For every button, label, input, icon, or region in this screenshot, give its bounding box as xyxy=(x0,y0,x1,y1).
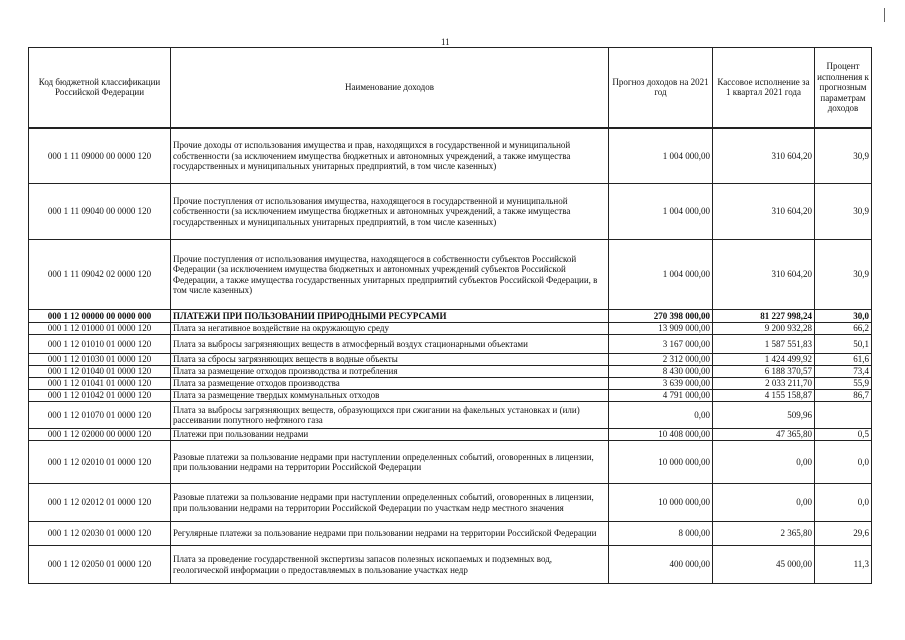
table-row xyxy=(29,366,872,378)
table-row xyxy=(29,402,872,429)
row-code: 000 1 12 02010 01 0000 120 xyxy=(29,441,171,484)
header-name: Наименование доходов xyxy=(171,48,609,128)
row-percent: 30,0 xyxy=(815,310,872,323)
row-percent: 61,6 xyxy=(815,354,872,366)
row-code: 000 1 12 02012 01 0000 120 xyxy=(29,484,171,522)
table-row xyxy=(29,128,872,184)
row-name: Прочие поступления от использования имущества, находящегося в собственности субъектов Российской Федерации (за исключением имущества бюджетных и автономных учреждений субъектов Российской Федерации, а также имущества государственных унитарных предприятий субъектов Российской Федерации, в том числе казенных) xyxy=(171,240,609,310)
table-row xyxy=(29,484,872,522)
row-percent: 30,9 xyxy=(815,240,872,310)
row-forecast: 8 430 000,00 xyxy=(609,366,713,378)
row-code: 000 1 12 01030 01 0000 120 xyxy=(29,354,171,366)
row-code: 000 1 12 01010 01 0000 120 xyxy=(29,335,171,354)
table-row xyxy=(29,184,872,240)
row-name: Плата за негативное воздействие на окружающую среду xyxy=(171,323,609,335)
row-actual: 9 200 932,28 xyxy=(713,323,815,335)
revenue-table xyxy=(28,47,872,584)
table-row xyxy=(29,390,872,402)
row-forecast: 1 004 000,00 xyxy=(609,184,713,240)
row-forecast: 4 791 000,00 xyxy=(609,390,713,402)
header-forecast: Прогноз доходов на 2021 год xyxy=(609,48,713,128)
row-code: 000 1 12 02050 01 0000 120 xyxy=(29,546,171,584)
row-percent: 86,7 xyxy=(815,390,872,402)
row-code: 000 1 11 09000 00 0000 120 xyxy=(29,128,171,184)
row-name: Платежи при пользовании недрами xyxy=(171,429,609,441)
table-body xyxy=(29,128,872,584)
row-code: 000 1 12 01042 01 0000 120 xyxy=(29,390,171,402)
row-name: ПЛАТЕЖИ ПРИ ПОЛЬЗОВАНИИ ПРИРОДНЫМИ РЕСУРСАМИ xyxy=(171,310,609,323)
table-row xyxy=(29,323,872,335)
row-actual: 0,00 xyxy=(713,441,815,484)
header-row xyxy=(29,48,872,128)
table-row xyxy=(29,546,872,584)
row-forecast: 8 000,00 xyxy=(609,522,713,546)
row-actual: 0,00 xyxy=(713,484,815,522)
row-code: 000 1 12 01070 01 0000 120 xyxy=(29,402,171,429)
row-percent xyxy=(815,402,872,429)
row-code: 000 1 12 02000 00 0000 120 xyxy=(29,429,171,441)
row-percent: 0,0 xyxy=(815,484,872,522)
row-code: 000 1 12 01041 01 0000 120 xyxy=(29,378,171,390)
row-name: Разовые платежи за пользование недрами при наступлении определенных событий, оговоренных в лицензии, при пользовании недрами на территории Российской Федерации по участкам недр местного значения xyxy=(171,484,609,522)
row-name: Плата за размещение твердых коммунальных отходов xyxy=(171,390,609,402)
row-forecast: 270 398 000,00 xyxy=(609,310,713,323)
row-forecast: 2 312 000,00 xyxy=(609,354,713,366)
row-name: Плата за сбросы загрязняющих веществ в водные объекты xyxy=(171,354,609,366)
row-name: Плата за размещение отходов производства и потребления xyxy=(171,366,609,378)
header-actual: Кассовое исполнение за 1 квартал 2021 года xyxy=(713,48,815,128)
row-forecast: 1 004 000,00 xyxy=(609,240,713,310)
row-percent: 66,2 xyxy=(815,323,872,335)
row-name: Плата за выбросы загрязняющих веществ в атмосферный воздух стационарными объектами xyxy=(171,335,609,354)
row-actual: 310 604,20 xyxy=(713,240,815,310)
row-name: Регулярные платежи за пользование недрами при пользовании недрами на территории Российской Федерации xyxy=(171,522,609,546)
row-code: 000 1 12 01040 01 0000 120 xyxy=(29,366,171,378)
row-percent: 0,5 xyxy=(815,429,872,441)
row-actual: 4 155 158,87 xyxy=(713,390,815,402)
row-forecast: 3 167 000,00 xyxy=(609,335,713,354)
row-actual: 6 188 370,57 xyxy=(713,366,815,378)
row-actual: 47 365,80 xyxy=(713,429,815,441)
row-forecast: 3 639 000,00 xyxy=(609,378,713,390)
row-actual: 81 227 998,24 xyxy=(713,310,815,323)
row-actual: 2 365,80 xyxy=(713,522,815,546)
row-percent: 29,6 xyxy=(815,522,872,546)
page-edge-mark xyxy=(884,8,885,22)
header-code: Код бюджетной классификации Российской Федерации xyxy=(29,48,171,128)
row-forecast: 10 000 000,00 xyxy=(609,484,713,522)
row-percent: 55,9 xyxy=(815,378,872,390)
table-row xyxy=(29,354,872,366)
table-row xyxy=(29,310,872,323)
row-name: Прочие поступления от использования имущества, находящегося в государственной и муниципальной собственности (за исключением имущества бюджетных и автономных учреждений, а также имущества государственных и муниципальных унитарных предприятий, в том числе казенных) xyxy=(171,184,609,240)
row-forecast: 13 909 000,00 xyxy=(609,323,713,335)
row-actual: 509,96 xyxy=(713,402,815,429)
row-actual: 1 587 551,83 xyxy=(713,335,815,354)
row-code: 000 1 11 09040 00 0000 120 xyxy=(29,184,171,240)
row-actual: 310 604,20 xyxy=(713,184,815,240)
row-forecast: 400 000,00 xyxy=(609,546,713,584)
row-percent: 73,4 xyxy=(815,366,872,378)
row-forecast: 10 408 000,00 xyxy=(609,429,713,441)
row-code: 000 1 12 01000 01 0000 120 xyxy=(29,323,171,335)
row-code: 000 1 12 02030 01 0000 120 xyxy=(29,522,171,546)
row-forecast: 0,00 xyxy=(609,402,713,429)
header-percent: Процент исполнения к прогнозным параметрам доходов xyxy=(815,48,872,128)
row-name: Плата за проведение государственной экспертизы запасов полезных ископаемых и подземных вод, геологической информации о предоставляемых в пользование участках недр xyxy=(171,546,609,584)
row-percent: 30,9 xyxy=(815,128,872,184)
table-row xyxy=(29,335,872,354)
row-name: Плата за выбросы загрязняющих веществ, образующихся при сжигании на факельных установках и (или) рассеивании попутного нефтяного газа xyxy=(171,402,609,429)
row-name: Разовые платежи за пользование недрами при наступлении определенных событий, оговоренных в лицензии, при пользовании недрами на территории Российской Федерации xyxy=(171,441,609,484)
row-actual: 1 424 499,92 xyxy=(713,354,815,366)
page-number: 11 xyxy=(441,37,450,47)
table-row xyxy=(29,522,872,546)
table-row xyxy=(29,429,872,441)
row-code: 000 1 11 09042 02 0000 120 xyxy=(29,240,171,310)
table-row xyxy=(29,441,872,484)
row-percent: 50,1 xyxy=(815,335,872,354)
row-actual: 310 604,20 xyxy=(713,128,815,184)
row-percent: 0,0 xyxy=(815,441,872,484)
row-percent: 11,3 xyxy=(815,546,872,584)
row-name: Плата за размещение отходов производства xyxy=(171,378,609,390)
row-forecast: 10 000 000,00 xyxy=(609,441,713,484)
table-row xyxy=(29,240,872,310)
row-actual: 2 033 211,70 xyxy=(713,378,815,390)
row-actual: 45 000,00 xyxy=(713,546,815,584)
row-forecast: 1 004 000,00 xyxy=(609,128,713,184)
row-name: Прочие доходы от использования имущества и прав, находящихся в государственной и муниципальной собственности (за исключением имущества бюджетных и автономных учреждений, а также имущества государственных и муниципальных унитарных предприятий, в том числе казенных) xyxy=(171,128,609,184)
row-code: 000 1 12 00000 00 0000 000 xyxy=(29,310,171,323)
row-percent: 30,9 xyxy=(815,184,872,240)
table-row xyxy=(29,378,872,390)
